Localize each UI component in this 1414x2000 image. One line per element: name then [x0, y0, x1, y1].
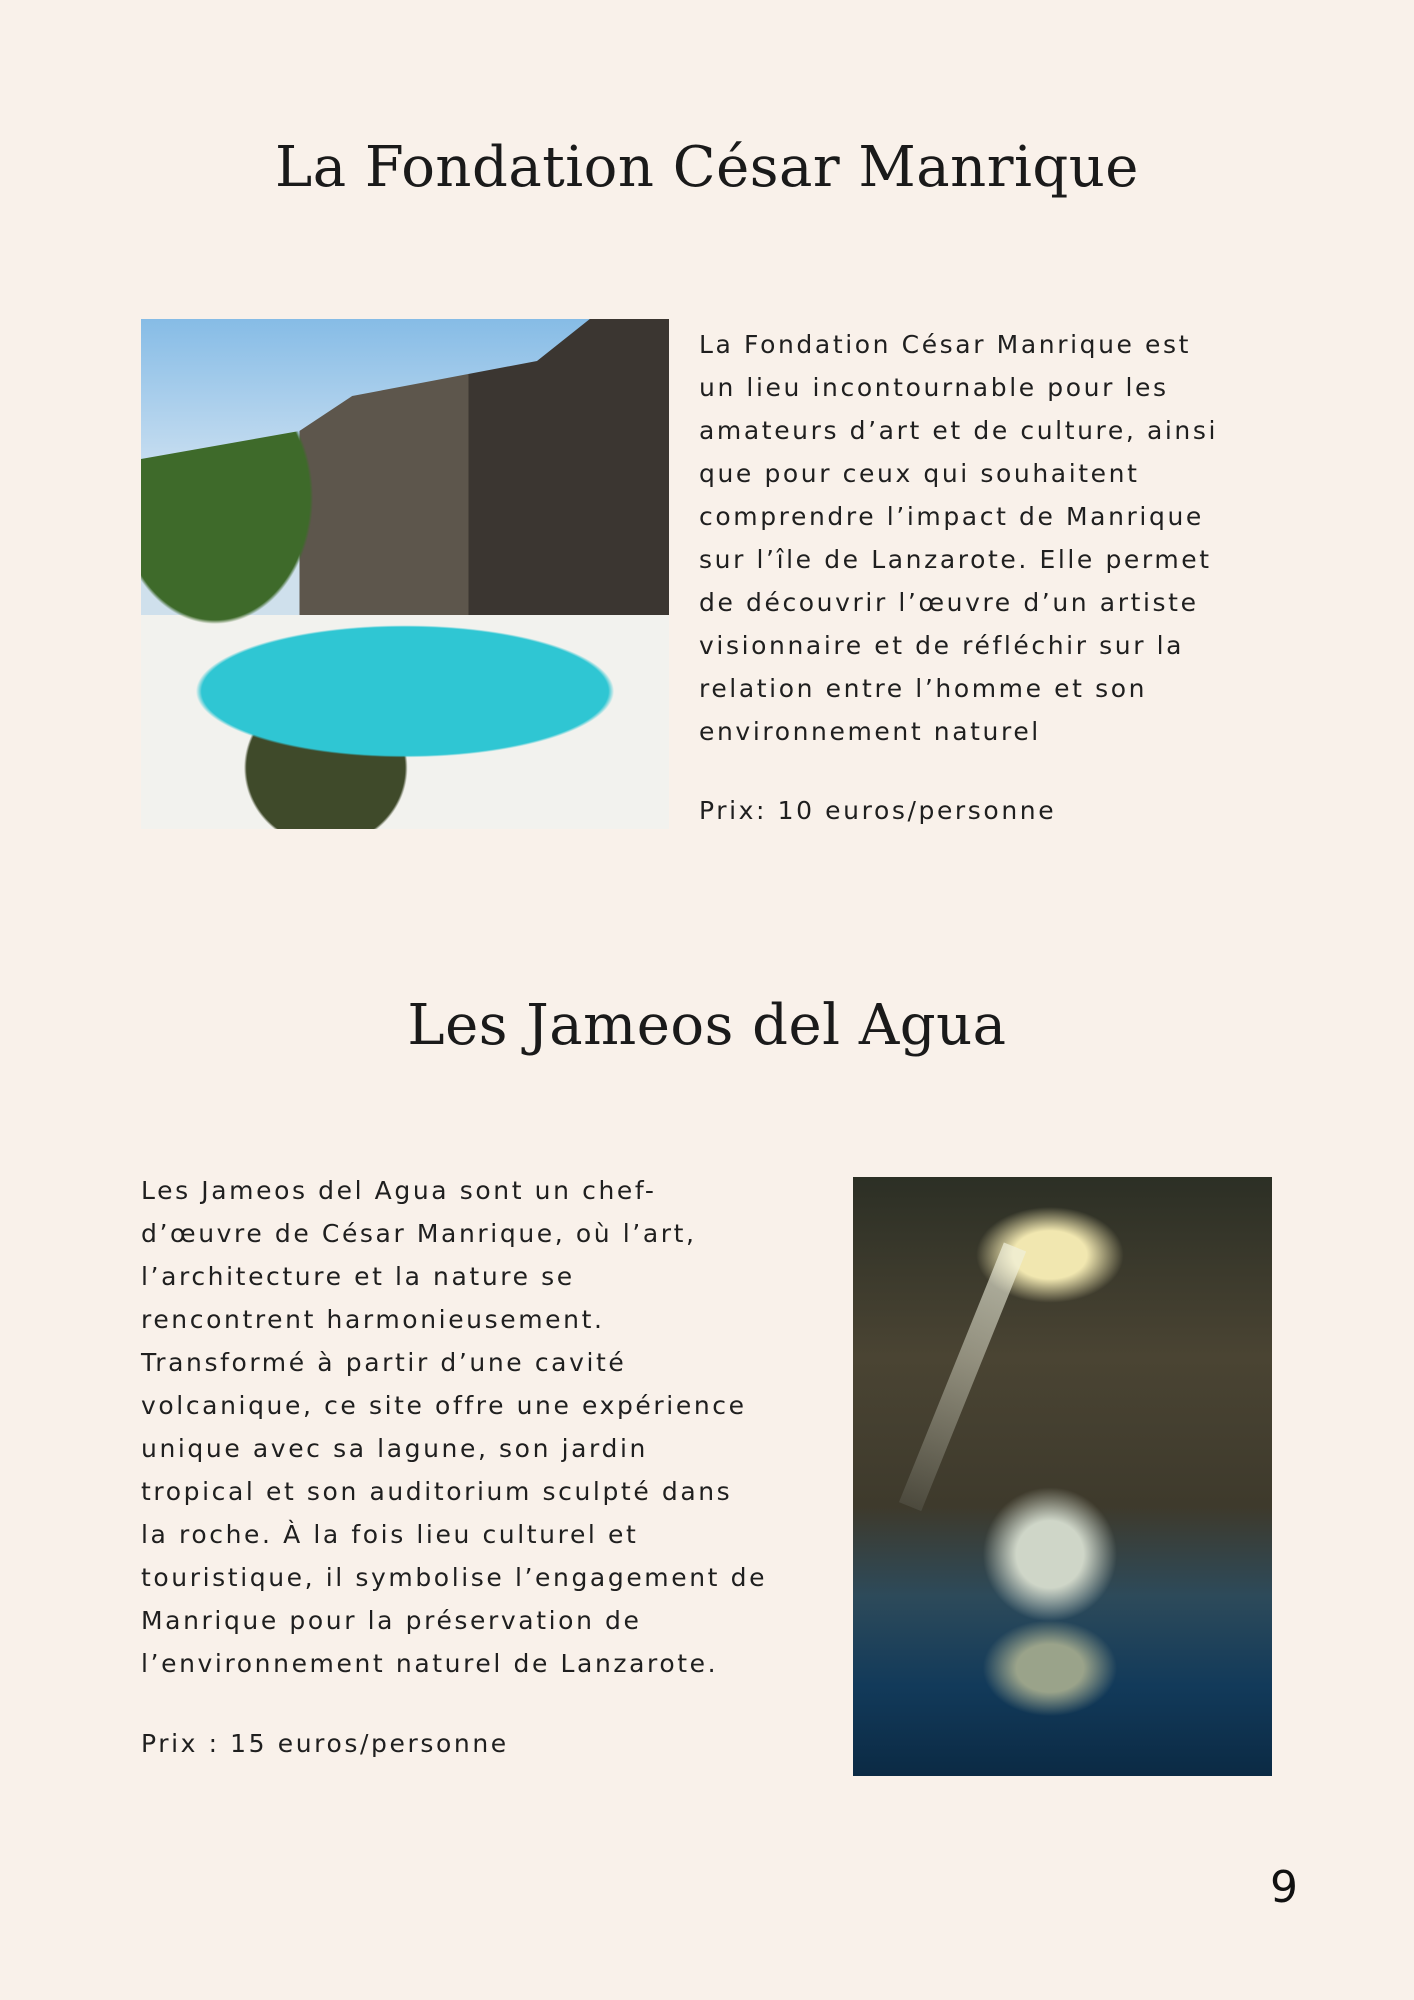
- text-line: comprendre l’impact de Manrique: [699, 502, 1204, 531]
- text-line: La Fondation César Manrique est: [699, 330, 1192, 359]
- text-line: l’environnement naturel de Lanzarote.: [141, 1649, 719, 1678]
- text-line: un lieu incontournable pour les: [699, 373, 1169, 402]
- text-line: de découvrir l’œuvre d’un artiste: [699, 588, 1199, 617]
- text-line: l’architecture et la nature se: [141, 1262, 575, 1291]
- text-line: environnement naturel: [699, 717, 1041, 746]
- text-line: d’œuvre de César Manrique, où l’art,: [141, 1219, 697, 1248]
- text-line: relation entre l’homme et son: [699, 674, 1148, 703]
- text-line: Les Jameos del Agua sont un chef-: [141, 1176, 657, 1205]
- text-line: sur l’île de Lanzarote. Elle permet: [699, 545, 1212, 574]
- text-line: unique avec sa lagune, son jardin: [141, 1434, 648, 1463]
- text-line: amateurs d’art et de culture, ainsi: [699, 416, 1219, 445]
- page-number: 9: [1270, 1862, 1298, 1913]
- text-line: la roche. À la fois lieu culturel et: [141, 1520, 639, 1549]
- text-line: visionnaire et de réfléchir sur la: [699, 631, 1185, 660]
- text-line: touristique, il symbolise l’engagement de: [141, 1563, 768, 1592]
- text-line: tropical et son auditorium sculpté dans: [141, 1477, 733, 1506]
- text-line: que pour ceux qui souhaitent: [699, 459, 1140, 488]
- text-line: volcanique, ce site offre une expérience: [141, 1391, 747, 1420]
- fondation-description: [699, 323, 1218, 753]
- section-title-jameos: Les Jameos del Agua: [407, 993, 1007, 1058]
- text-line: rencontrent harmonieusement.: [141, 1305, 605, 1334]
- fondation-photo: [141, 319, 669, 829]
- text-line: Manrique pour la préservation de: [141, 1606, 642, 1635]
- jameos-price: Prix : 15 euros/personne: [141, 1729, 509, 1758]
- jameos-photo: [853, 1177, 1272, 1776]
- text-line: Transformé à partir d’une cavité: [141, 1348, 627, 1377]
- fondation-price: Prix: 10 euros/personne: [699, 796, 1057, 825]
- jameos-description: [141, 1169, 767, 1685]
- section-title-fondation: La Fondation César Manrique: [275, 135, 1139, 200]
